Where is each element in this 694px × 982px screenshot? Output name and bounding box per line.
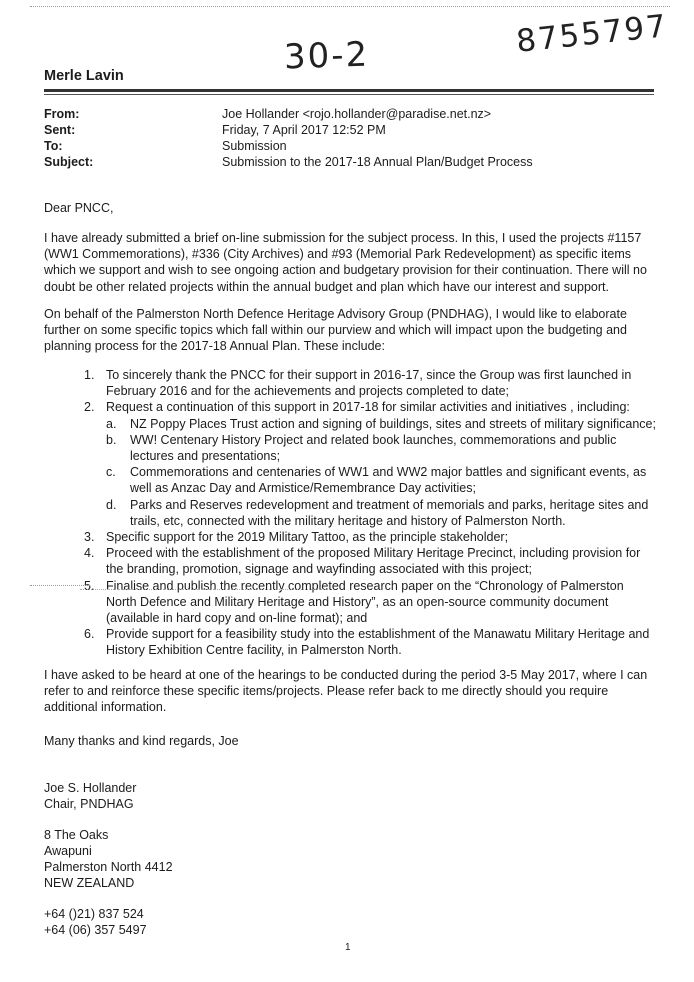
handwritten-annotation: 30-2 [283, 34, 370, 78]
list-item-number: 1. [84, 368, 95, 382]
mailbox-owner-name: Merle Lavin [44, 68, 124, 84]
sent-label: Sent: [44, 123, 76, 137]
to-value: Submission [222, 139, 287, 153]
list-item-text: Provide support for a feasibility study into the establishment of the Manawatu Military Heritage and History Exhibition Centre facility, in Palmerston North. [106, 627, 650, 658]
greeting: Dear PNCC, [44, 201, 114, 215]
list-item-text: Finalise and publish the recently completed research paper on the “Chronology of Palmerston North Defence and Military Heritage and History”, as an open-source community document (available in hard copy and on-line format); and [106, 578, 624, 626]
sub-item-letter: a. [106, 416, 117, 431]
list-item-number: 2. [84, 400, 95, 415]
page-number: 1 [345, 942, 351, 953]
sub-list-item [106, 416, 656, 432]
address-line: 8 The Oaks [44, 828, 109, 842]
list-item-number: 6. [84, 627, 95, 642]
list-item-text: Proceed with the establishment of the proposed Military Heritage Precinct, including provision for the branding, promotion, signage and wayfinding associated with this project; [106, 546, 641, 577]
address-line: Awapuni [44, 844, 92, 858]
list-item [44, 545, 656, 577]
list-item-number: 3. [84, 530, 95, 545]
sub-item-text: Parks and Reserves redevelopment and treatment of memorials and parks, heritage sites and trails, etc, connected with the military heritage and history of Palmerston North. [130, 497, 649, 528]
sub-item-text: WW! Centenary History Project and related book launches, commemorations and public lectures and presentations; [130, 432, 617, 464]
address-line: NEW ZEALAND [44, 876, 135, 890]
sub-list-item [106, 464, 656, 496]
closing-line: Many thanks and kind regards, Joe [44, 734, 239, 748]
sub-item-letter: b. [106, 432, 117, 447]
list-item [44, 578, 656, 627]
list-item [44, 529, 656, 545]
list-item [44, 626, 656, 658]
sub-item-letter: d. [106, 497, 117, 512]
handwritten-record-number: 8755797 [514, 8, 670, 60]
address-line: Palmerston North 4412 [44, 860, 173, 874]
header-rule-thin [44, 94, 654, 95]
signature-name: Joe S. Hollander [44, 781, 137, 795]
list-item [44, 367, 656, 399]
paragraph-1: I have already submitted a brief on-line submission for the subject process. In this, I used the projects #1157 (WW1 Commemorations), #336 (City Archives) and #93 (Memorial Park Redevelopment) as specific items which we support and wish to see ongoing action and budgetary provision for their continuation. There will no doubt be other related projects within the annual budget and plan which have our interest and support. [44, 231, 647, 294]
paragraph-3: I have asked to be heard at one of the hearings to be conducted during the period 3-5 May 2017, where I can refer to and reinforce these specific items/projects. Please refer back to me directly should you require additional information. [44, 668, 648, 715]
phone-number: +64 (06) 357 5497 [44, 923, 147, 937]
sub-list [106, 416, 656, 529]
paragraph-2: On behalf of the Palmerston North Defence Heritage Advisory Group (PNDHAG), I would like to elaborate further on some specific topics which fall within our purview and which will impact upon the budgeting and planning process for the 2017-18 Annual Plan. These include: [44, 307, 627, 354]
list-item-text: Specific support for the 2019 Military Tattoo, as the principle stakeholder; [106, 530, 509, 545]
list-item-text: To sincerely thank the PNCC for their support in 2016-17, since the Group was first launched in February 2016 and for the achievements and projects completed to date; [106, 368, 632, 399]
phone-number: +64 ()21) 837 524 [44, 907, 144, 921]
list-item-number: 4. [84, 546, 95, 561]
sub-list-item [106, 497, 656, 529]
to-label: To: [44, 139, 63, 153]
from-value: Joe Hollander <rojo.hollander@paradise.net.nz> [222, 107, 492, 121]
subject-label: Subject: [44, 155, 94, 169]
from-label: From: [44, 107, 80, 121]
list-item-number: 5. [84, 578, 95, 593]
sub-item-text: Commemorations and centenaries of WW1 and WW2 major battles and significant events, as well as Anzac Day and Armistice/Remembrance Day activities; [130, 465, 647, 496]
list-item-text: Request a continuation of this support in 2017-18 for similar activities and initiatives , including: [106, 400, 630, 415]
top-divider [30, 6, 670, 7]
subject-value: Submission to the 2017-18 Annual Plan/Budget Process [222, 155, 533, 169]
topics-list [44, 367, 656, 659]
sub-list-item [106, 432, 656, 464]
signature-title: Chair, PNDHAG [44, 797, 134, 811]
header-rule-thick [44, 89, 654, 92]
scan-artifact-line [80, 589, 330, 590]
sent-value: Friday, 7 April 2017 12:52 PM [222, 123, 386, 137]
sub-item-letter: c. [106, 465, 116, 480]
list-item [44, 399, 656, 529]
sub-item-text: NZ Poppy Places Trust action and signing of buildings, sites and streets of military significance; [130, 416, 656, 431]
scan-artifact-line [30, 585, 90, 586]
